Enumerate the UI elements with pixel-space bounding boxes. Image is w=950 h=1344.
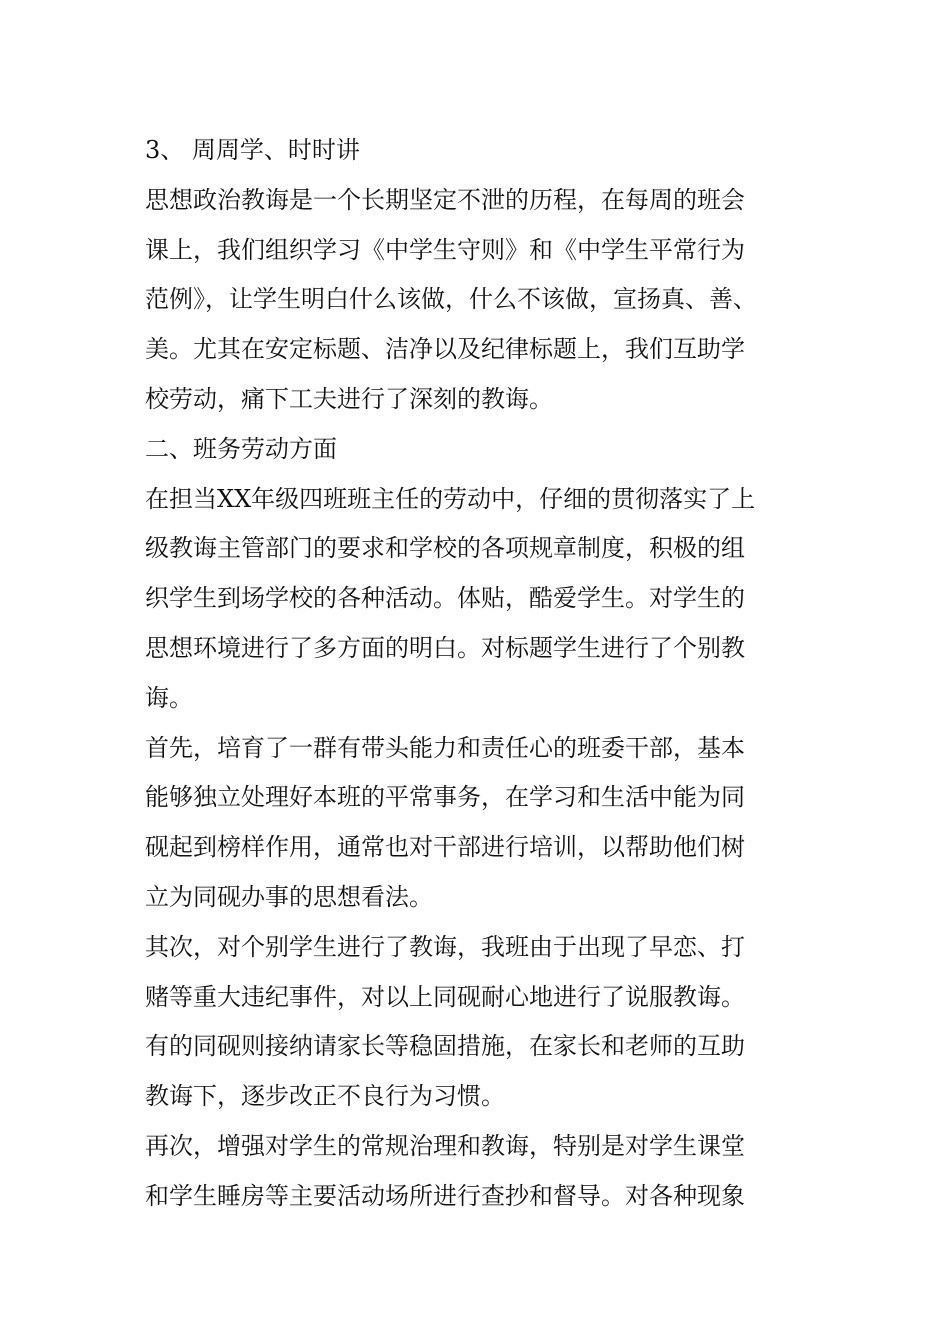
paragraph-line: 范例》，让学生明白什么该做，什么不该做，宣扬真、善、 [145,285,757,314]
paragraph-line: 美。尤其在安定标题、洁净以及纪律标题上，我们互助学 [145,335,745,364]
paragraph-line: 再次，增强对学生的常规治理和教诲，特别是对学生课堂 [145,1131,745,1160]
paragraph-line: 在担当XX年级四班班主任的劳动中，仔细的贯彻落实了上 [145,484,756,513]
paragraph-line: 思想政治教诲是一个长期坚定不泄的历程，在每周的班会 [145,185,745,214]
section-heading-2: 二、班务劳动方面 [145,434,337,463]
paragraph-line: 诲。 [145,683,193,712]
paragraph-line: 有的同砚则接纳请家长等稳固措施，在家长和老师的互助 [145,1032,745,1061]
paragraph-line: 课上，我们组织学习《中学生守则》和《中学生平常行为 [145,235,745,264]
paragraph-line: 其次，对个别学生进行了教诲，我班由于出现了早恋、打 [145,932,745,961]
paragraph-line: 首先，培育了一群有带头能力和责任心的班委干部，基本 [145,733,745,762]
paragraph-line: 校劳动，痛下工夫进行了深刻的教诲。 [145,384,553,413]
paragraph-line: 和学生睡房等主要活动场所进行查抄和督导。对各种现象 [145,1181,745,1210]
document-body [145,126,815,1222]
paragraph-line: 级教诲主管部门的要求和学校的各项规章制度，积极的组 [145,534,745,563]
paragraph-line: 织学生到场学校的各种活动。体贴，酷爱学生。对学生的 [145,584,745,613]
paragraph-line: 赌等重大违纪事件，对以上同砚耐心地进行了说服教诲。 [145,982,745,1011]
paragraph-line: 能够独立处理好本班的平常事务，在学习和生活中能为同 [145,783,745,812]
paragraph-line: 思想环境进行了多方面的明白。对标题学生进行了个别教 [145,633,745,662]
paragraph-line: 立为同砚办事的思想看法。 [145,882,433,911]
paragraph-line: 砚起到榜样作用，通常也对干部进行培训，以帮助他们树 [145,833,745,862]
section-heading-3: 3、 周周学、时时讲 [145,136,360,164]
paragraph-line: 教诲下，逐步改正不良行为习惯。 [145,1082,505,1111]
